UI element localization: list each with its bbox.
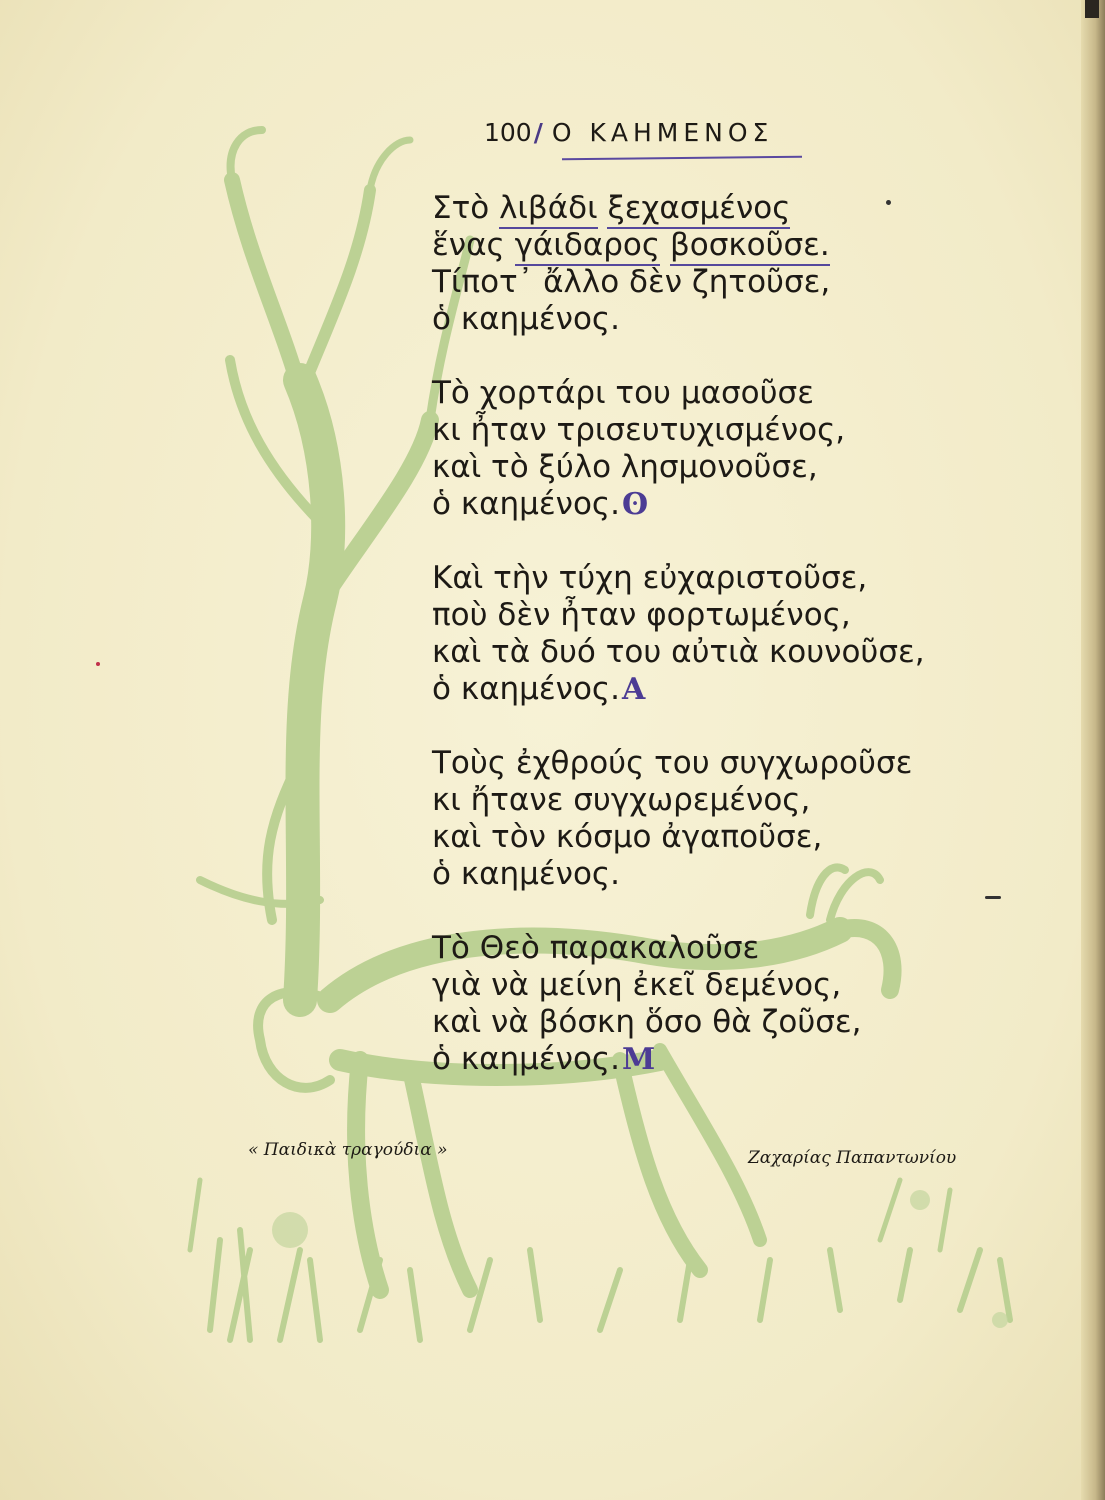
- pen-mark: ʘ: [621, 487, 649, 522]
- poem-body: [432, 190, 992, 1115]
- poem-line: Τοὺς ἐχθρούς του συγχωροῦσε: [432, 745, 913, 781]
- speck: [985, 896, 1001, 899]
- text: ὁ καημένος.: [432, 486, 620, 522]
- poem-line: κι ἤτανε συγχωρεμένος,: [432, 782, 811, 818]
- text: [660, 227, 670, 263]
- poem-line: Τὸ χορτάρι του μασοῦσε: [432, 375, 814, 411]
- poem-title: Ο ΚΑΗΜΕΝΟΣ: [551, 118, 774, 147]
- poem-line: [432, 671, 992, 708]
- text: Στὸ: [432, 190, 500, 226]
- text: ὁ καημένος.: [432, 1041, 620, 1077]
- corner-mark: [1085, 0, 1099, 18]
- text: [598, 190, 608, 226]
- underlined-word: ξεχασμένος: [607, 190, 790, 229]
- poem-line: κι ἦταν τρισευτυχισμένος,: [432, 412, 846, 448]
- poem-line: Καὶ τὴν τύχη εὐχαριστοῦσε,: [432, 560, 868, 596]
- poem-line: ὁ καημένος.: [432, 856, 620, 892]
- underlined-word: λιβάδι: [499, 190, 598, 229]
- underlined-word: βοσκοῦσε.: [670, 227, 830, 266]
- poem-line: Τίποτ᾿ ἄλλο δὲν ζητοῦσε,: [432, 264, 831, 300]
- stanza-2: [432, 375, 992, 523]
- poem-line: ὁ καημένος.: [432, 301, 620, 337]
- poem-line: [432, 227, 992, 264]
- poem-line: καὶ νὰ βόσκη ὅσο θὰ ζοῦσε,: [432, 1004, 862, 1040]
- text: ἕνας: [432, 227, 515, 263]
- page-edge: [1081, 0, 1105, 1500]
- text: ὁ καημένος.: [432, 671, 620, 707]
- poem-line: καὶ τὰ δυό του αὐτιὰ κουνοῦσε,: [432, 634, 925, 670]
- source-caption: « Παιδικὰ τραγούδια »: [248, 1140, 448, 1160]
- speck: [886, 200, 891, 205]
- stanza-4: [432, 745, 992, 893]
- page-header: [484, 118, 773, 158]
- poem-line: [432, 1041, 992, 1078]
- stanza-5: [432, 930, 992, 1078]
- poem-line: καὶ τὸ ξύλο λησμονοῦσε,: [432, 449, 818, 485]
- pen-mark: Α: [621, 672, 646, 707]
- poem-line: ποὺ δὲν ἦταν φορτωμένος,: [432, 597, 851, 633]
- author-name: Ζαχαρίας Παπαντωνίου: [748, 1148, 957, 1168]
- pen-mark: Μ: [621, 1042, 656, 1077]
- page-number: 100: [484, 118, 532, 147]
- stanza-3: [432, 560, 992, 708]
- poem-line: [432, 486, 992, 523]
- poem-line: γιὰ νὰ μείνη ἐκεῖ δεμένος,: [432, 967, 842, 1003]
- poem-line: καὶ τὸν κόσμο ἀγαποῦσε,: [432, 819, 823, 855]
- speck: [96, 662, 100, 666]
- stanza-1: [432, 190, 992, 338]
- poem-line: Τὸ Θεὸ παρακαλοῦσε: [432, 930, 760, 966]
- underlined-word: γάιδαρος: [515, 227, 661, 266]
- poem-line: [432, 190, 992, 227]
- pen-slash-mark: /: [533, 118, 546, 147]
